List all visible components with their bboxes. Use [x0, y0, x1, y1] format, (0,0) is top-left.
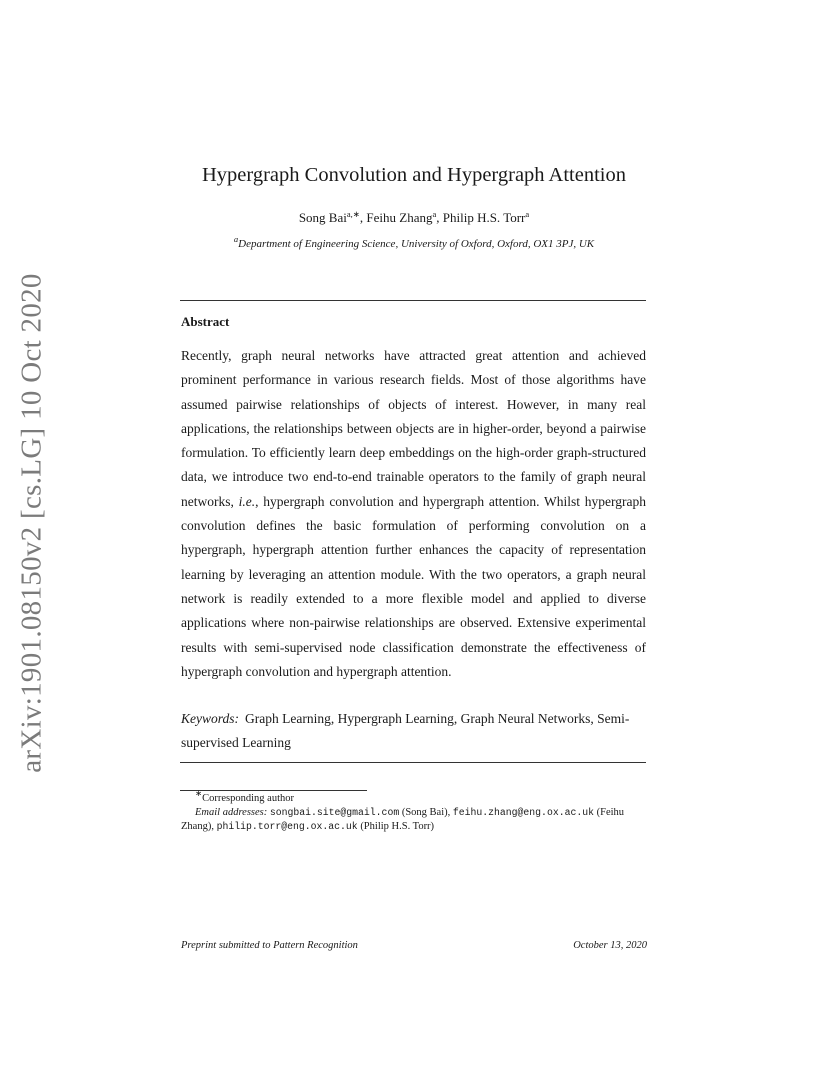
- arxiv-side-stamp: [12, 273, 52, 773]
- email-link[interactable]: songbai.site@gmail.com: [269, 807, 400, 818]
- corresponding-text: Corresponding author: [202, 793, 294, 804]
- abstract-body: [181, 344, 646, 684]
- abstract-text-part-2: , hypergraph convolution and hypergraph attention. Whilst hypergraph convolution defines the basic formulation of performing convolution on a hypergraph, hypergraph attention further enhances the capacity of representation learning by leveraging an attention module. With the two operators, a graph neural network is readily extended to a more flexible model and applied to diverse applications where non-pairwise relationships are observed. Extensive experimental results with semi-supervised node classification demonstrate the effectiveness of hypergraph convolution and hypergraph attention.: [181, 493, 647, 679]
- email-owner: (Song Bai),: [401, 807, 453, 818]
- author-list: [0, 210, 828, 226]
- keywords-label: Keywords:: [181, 711, 239, 726]
- footnotes: [181, 788, 646, 834]
- abstract-ie: i.e.: [238, 493, 256, 509]
- email-owner: (Feihu Zhang),: [181, 807, 625, 832]
- email-addresses: [181, 806, 646, 834]
- corresponding-marker: ∗: [195, 788, 203, 798]
- abstract-heading: Abstract: [181, 314, 230, 329]
- author-name: Song Bai: [298, 210, 347, 225]
- keywords: [181, 707, 646, 755]
- abstract-top-rule: [180, 300, 646, 301]
- email-owner: (Philip H.S. Torr): [360, 821, 435, 832]
- author-affil-marker: a,∗: [346, 209, 360, 219]
- author-affil-marker: a: [432, 209, 437, 219]
- footer-submission-note: Preprint submitted to Pattern Recognition: [181, 940, 358, 951]
- corresponding-author-note: [181, 788, 646, 806]
- footer-date: October 13, 2020: [573, 940, 647, 951]
- paper-title: Hypergraph Convolution and Hypergraph Attention: [202, 164, 626, 186]
- author-separator: ,: [359, 210, 367, 225]
- author-affil-marker: a: [525, 209, 530, 219]
- abstract-text-part-1: Recently, graph neural networks have attracted great attention and achieved prominent performance in various research fields. Most of those algorithms have assumed pairwise relationships of objects of interest. However, in many real applications, the relationships between objects are in higher-order, beyond a pairwise formulation. To efficiently learn deep embeddings on the high-order graph-structured data, we introduce two end-to-end trainable operators to the family of graph neural networks,: [181, 348, 646, 509]
- page-footer: [181, 940, 647, 951]
- affiliation-marker: a: [233, 234, 239, 244]
- author-name: Feihu Zhang: [366, 210, 433, 225]
- author-name: Philip H.S. Torr: [442, 210, 526, 225]
- affiliation-text: Department of Engineering Science, University of Oxford, Oxford, OX1 3PJ, UK: [238, 238, 595, 250]
- email-link[interactable]: feihu.zhang@eng.ox.ac.uk: [452, 807, 594, 818]
- email-label: Email addresses:: [195, 807, 268, 818]
- email-link[interactable]: philip.torr@eng.ox.ac.uk: [216, 821, 358, 832]
- keywords-text: Graph Learning, Hypergraph Learning, Graph Neural Networks, Semi-supervised Learning: [181, 711, 630, 750]
- arxiv-identifier: arXiv:1901.08150v2 [cs.LG] 10 Oct 2020: [15, 273, 48, 773]
- author-separator: ,: [436, 210, 443, 225]
- footnote-rule: [180, 790, 367, 791]
- affiliation: [0, 234, 828, 250]
- abstract-bottom-rule: [180, 762, 646, 763]
